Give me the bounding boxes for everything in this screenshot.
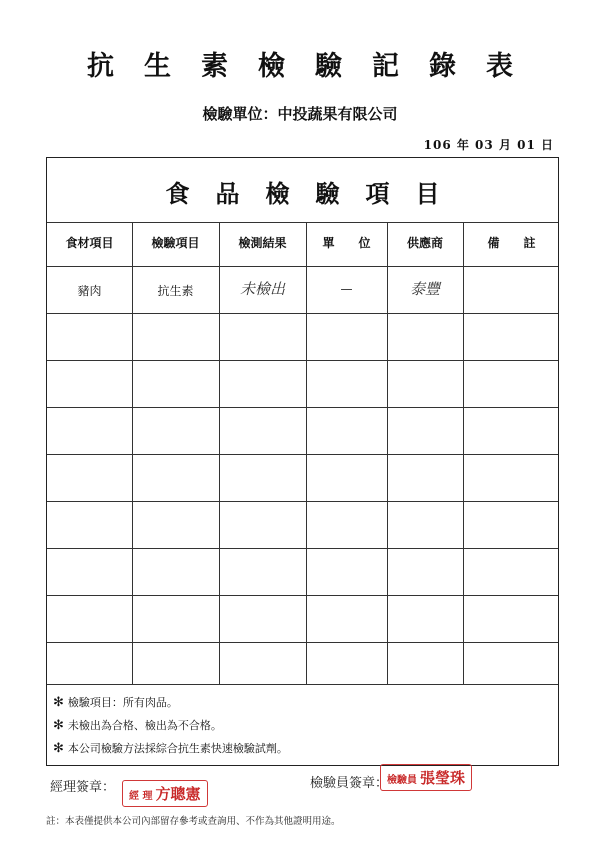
- note-2: [53, 717, 222, 733]
- manager-stamp-name: 方聰憲: [155, 785, 201, 803]
- column-divider: [463, 222, 464, 684]
- column-header-remark: 備 註: [487, 236, 536, 250]
- document-date: 106 年 03 月 01 日: [423, 138, 554, 152]
- note-1: [53, 694, 178, 710]
- footer-note: 註：本表僅提供本公司內部留存參考或查詢用、不作為其他證明用途。: [46, 816, 341, 827]
- column-header-result: 檢測結果: [238, 236, 287, 250]
- row-divider: [47, 501, 558, 502]
- note-text: 未檢出為合格、檢出為不合格。: [67, 719, 222, 732]
- row-divider: [47, 313, 558, 314]
- asterisk-icon: ✻: [53, 741, 64, 756]
- note-text: 檢驗項目：所有肉品。: [67, 696, 178, 709]
- cell-supplier-handwritten: 泰豐: [409, 280, 440, 298]
- manager-stamp-title: 經 理: [129, 791, 153, 802]
- column-header-unit: 單 位: [322, 236, 371, 250]
- cell-test-item: 抗生素: [157, 284, 194, 298]
- form-heading: 食品檢驗項目: [165, 179, 466, 208]
- column-header-food-item: 食材項目: [65, 236, 114, 250]
- row-divider: [47, 222, 558, 223]
- inspector-signature-label: 檢驗員簽章：: [310, 776, 389, 791]
- row-divider: [47, 548, 558, 549]
- asterisk-icon: ✻: [53, 695, 64, 710]
- row-divider: [47, 642, 558, 643]
- column-header-test-item: 檢驗項目: [151, 236, 200, 250]
- manager-stamp: [122, 780, 208, 807]
- row-divider: [47, 595, 558, 596]
- cell-food-item: 豬肉: [77, 284, 102, 298]
- inspection-unit-name: 中投蔬果有限公司: [277, 105, 398, 123]
- row-divider: [47, 407, 558, 408]
- inspection-unit: [0, 103, 600, 124]
- cell-result-handwritten: 未檢出: [239, 280, 285, 298]
- asterisk-icon: ✻: [53, 718, 64, 733]
- row-divider: [47, 684, 558, 685]
- manager-signature-label: 經理簽章：: [50, 780, 116, 795]
- document-title: 抗生素檢驗記錄表: [87, 51, 543, 82]
- inspector-stamp-title: 檢驗員: [387, 775, 417, 786]
- inspection-form: [46, 157, 559, 766]
- row-divider: [47, 454, 558, 455]
- inspector-stamp: [380, 764, 472, 791]
- column-header-supplier: 供應商: [406, 236, 443, 250]
- inspector-stamp-name: 張瑩珠: [420, 769, 466, 787]
- row-divider: [47, 360, 558, 361]
- row-divider: [47, 266, 558, 267]
- inspection-unit-label: 檢驗單位：: [202, 105, 278, 123]
- note-text: 本公司檢驗方法採綜合抗生素快速檢驗試劑。: [67, 742, 288, 755]
- note-3: [53, 740, 288, 756]
- cell-unit: —: [340, 282, 353, 296]
